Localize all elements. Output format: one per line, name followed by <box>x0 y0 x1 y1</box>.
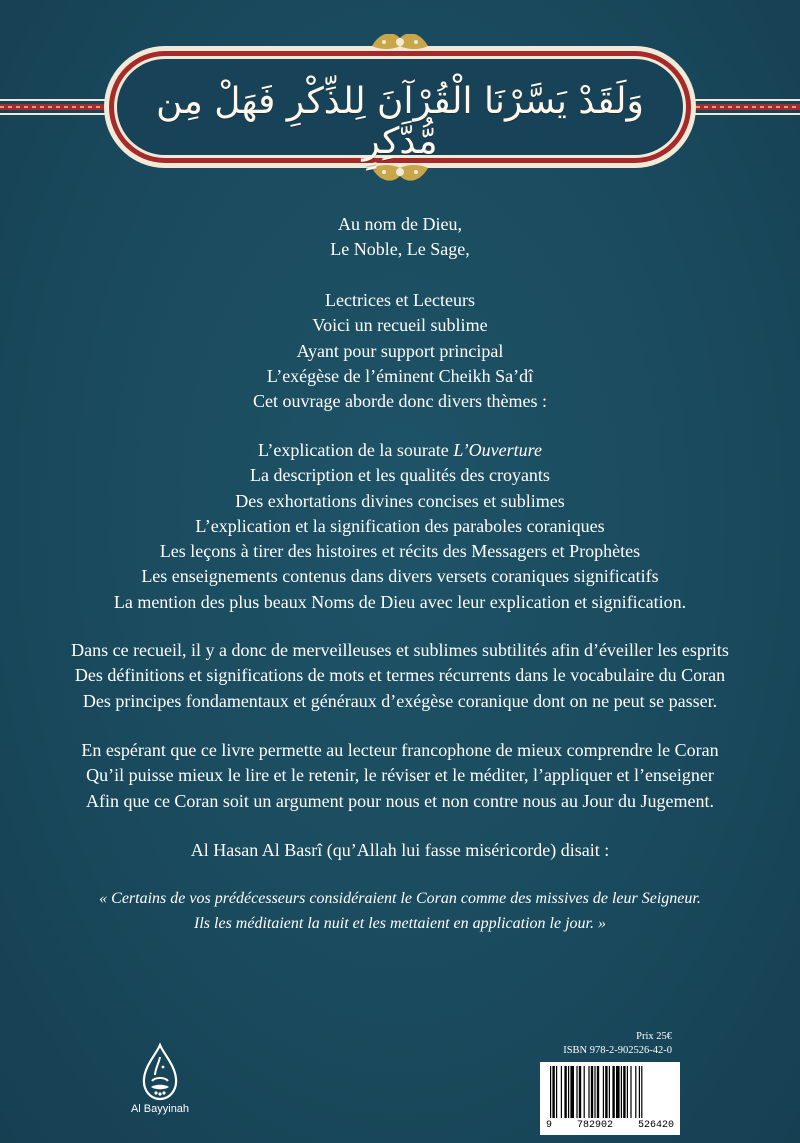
themes-block <box>0 438 800 615</box>
hope-line: Afin que ce Coran soit un argument pour nous et non contre nous au Jour du Jugement. <box>85 790 715 811</box>
hope-line: En espérant que ce livre permette au lecteur francophone de mieux comprendre le Coran <box>81 740 719 760</box>
hope-block <box>0 738 800 814</box>
quote-line: « Certains de vos prédécesseurs considéraient le Coran comme des missives de leur Seigneur. <box>99 890 701 907</box>
isbn-label: ISBN 978-2-902526-42-0 <box>563 1045 672 1056</box>
theme-line: La mention des plus beaux Noms de Dieu avec leur explication et signification. <box>113 591 687 612</box>
quote-block <box>0 886 800 936</box>
price-isbn <box>540 1030 672 1058</box>
barcode-digits <box>540 1120 680 1132</box>
greeting-block <box>0 288 800 414</box>
collection-line: Des définitions et significations de mots et termes récurrents dans le vocabulaire du Coran <box>74 665 726 686</box>
barcode-bars <box>540 1062 680 1120</box>
intro-line: Le Noble, Le Sage, <box>330 239 470 260</box>
greeting-line: L’exégèse de l’éminent Cheikh Sa’dî <box>266 365 534 386</box>
greeting-line: Ayant pour support principal <box>296 340 504 361</box>
theme-line: Les enseignements contenus dans divers versets coraniques significatifs <box>141 566 659 587</box>
publisher-name: Al Bayyinah <box>130 1103 190 1115</box>
greeting-line: Cet ouvrage aborde donc divers thèmes : <box>253 391 547 412</box>
barcode-digit-group: 782902 <box>576 1120 613 1131</box>
greeting-line: Voici un recueil sublime <box>312 315 488 336</box>
theme-line: L’explication et la signification des paraboles coraniques <box>195 515 605 536</box>
price-label: Prix 25€ <box>636 1031 672 1042</box>
collection-block <box>0 638 800 714</box>
surah-title: L’Ouverture <box>453 440 542 460</box>
theme-line <box>0 438 800 463</box>
greeting-line: Lectrices et Lecteurs <box>325 290 475 310</box>
collection-line: Dans ce recueil, il y a donc de merveilleuses et sublimes subtilités afin d’éveiller les esprits <box>71 640 729 660</box>
publisher-logo <box>110 1043 210 1115</box>
intro-block <box>0 212 800 263</box>
barcode-digit-group: 9 <box>546 1120 553 1131</box>
right-chain-band <box>688 100 800 114</box>
arabic-verse-calligraphy: وَلَقَدْ يَسَّرْنَا الْقُرْآنَ لِلذِّكْرِ فَهَلْ مِن مُّدَّكِرٍ <box>156 81 644 162</box>
barcode <box>540 1062 680 1135</box>
barcode-digit-group: 526420 <box>637 1120 674 1131</box>
theme-line: Des exhortations divines concises et sublimes <box>235 490 565 511</box>
theme-line: La description et les qualités des croyants <box>250 465 550 486</box>
collection-line: Des principes fondamentaux et généraux d’exégèse coranique dont on ne peut se passer. <box>82 690 718 711</box>
al-bayyinah-logo-icon <box>135 1043 185 1101</box>
quote-line: Ils les méditaient la nuit et les mettaient en application le jour. » <box>194 915 606 932</box>
left-chain-band <box>0 100 112 114</box>
intro-line: Au nom de Dieu, <box>338 214 462 234</box>
attribution-line: Al Hasan Al Basrî (qu’Allah lui fasse miséricorde) disait : <box>190 840 610 860</box>
attribution-block <box>0 838 800 863</box>
theme-prefix: L’explication de la sourate <box>258 440 454 460</box>
theme-line: Les leçons à tirer des histoires et récits des Messagers et Prophètes <box>159 541 641 562</box>
hope-line: Qu’il puisse mieux le lire et le retenir, le réviser et le méditer, l’appliquer et l’enseigner <box>86 765 714 786</box>
